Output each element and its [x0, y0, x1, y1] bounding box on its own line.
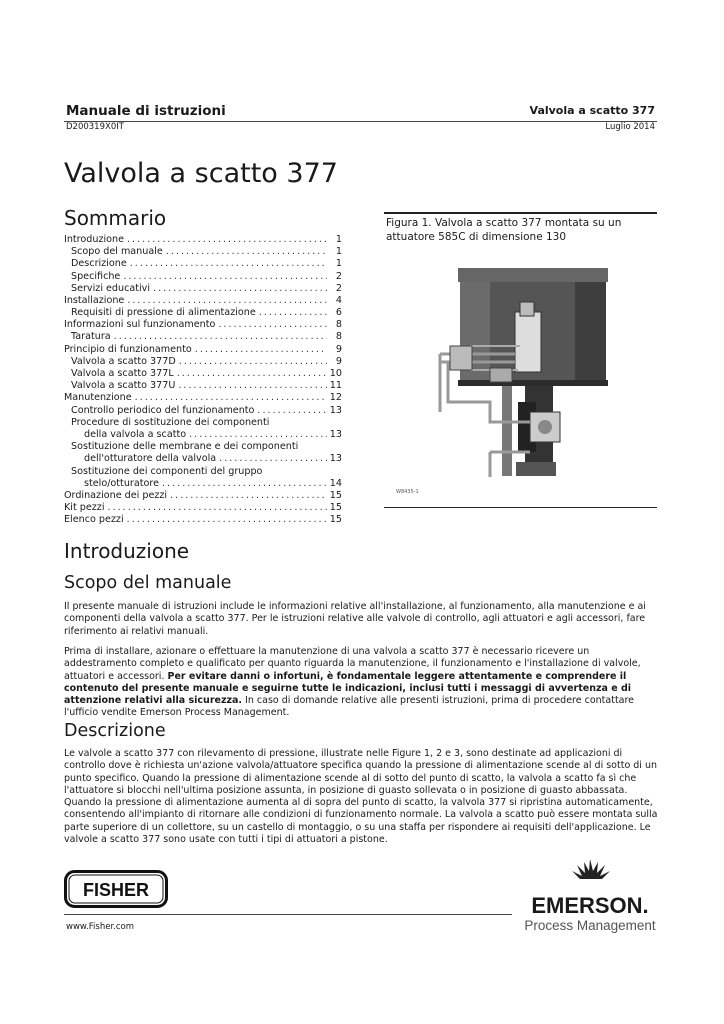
toc-entry-page: 14 — [329, 477, 342, 489]
toc-entry — [64, 380, 342, 392]
figure-top-rule — [384, 212, 657, 214]
toc-entry-page: 8 — [335, 319, 342, 331]
toc-leader-dots — [162, 478, 327, 490]
toc-entry — [64, 514, 342, 526]
toc-entry — [64, 392, 342, 404]
toc-entry-page: 15 — [329, 489, 342, 501]
toc-leader-dots — [108, 502, 327, 514]
toc-entry-label: Introduzione — [64, 234, 124, 245]
footer-rule — [64, 914, 512, 915]
desc-heading: Descrizione — [64, 721, 166, 741]
toc-entry-page: 9 — [335, 343, 342, 355]
toc-entry-label: Descrizione — [71, 258, 127, 270]
toc-entry-page: 15 — [329, 502, 342, 514]
toc-entry-page: 6 — [335, 307, 342, 319]
toc-leader-dots — [114, 332, 327, 344]
toc-entry-label: Requisiti di pressione di alimentazione — [71, 307, 256, 319]
website: www.Fisher.com — [66, 922, 135, 932]
toc-entry-page: 1 — [335, 258, 342, 270]
toc-entry-label: Valvola a scatto 377U — [71, 380, 176, 392]
intro-heading: Introduzione — [64, 539, 190, 563]
scope-p2-warning: Per evitare danni o infortuni, è fondamentale leggere attentamente e comprendere il contenuto del presente manuale e seguirne tutte le indicazioni, inclusi tutti i messaggi di avvertenza e di attenzione relativi alla sicurezza. — [64, 670, 632, 707]
toc-entry-label: Sostituzione dei componenti del gruppo — [71, 465, 263, 477]
toc-entry-label: Scopo del manuale — [71, 246, 163, 258]
toc-leader-dots — [123, 271, 327, 283]
toc-entry — [64, 417, 342, 429]
toc-leader-dots — [178, 380, 326, 392]
toc-entry-label: Informazioni sul funzionamento — [64, 319, 216, 331]
emerson-logo — [520, 857, 660, 937]
toc-entry-label: Principio di funzionamento — [64, 343, 192, 355]
toc-entry-page: 12 — [329, 392, 342, 404]
toc-leader-dots — [219, 453, 327, 465]
fisher-logo-text: FISHER — [82, 880, 150, 900]
table-of-contents — [64, 234, 342, 527]
toc-entry-label: Valvola a scatto 377L — [71, 368, 174, 380]
scope-heading: Scopo del manuale — [64, 573, 232, 593]
toc-leader-dots — [195, 344, 327, 356]
doc-number: D200319X0IT — [66, 122, 124, 132]
scope-paragraph-2 — [64, 646, 659, 720]
toc-entry-page: 8 — [335, 331, 342, 343]
toc-leader-dots — [127, 514, 327, 526]
toc-entry-page: 13 — [329, 429, 342, 440]
toc-entry — [64, 441, 342, 453]
toc-entry-label: Sostituzione delle membrane e dei componenti — [71, 441, 299, 453]
toc-leader-dots — [170, 490, 327, 502]
toc-entry-label: Ordinazione dei pezzi — [64, 489, 168, 501]
toc-entry-page: 15 — [329, 514, 342, 526]
toc-entry-label: Servizi educativi — [71, 282, 151, 294]
toc-leader-dots — [135, 392, 327, 404]
header-date: Luglio 2014 — [605, 122, 655, 132]
toc-leader-dots — [257, 405, 326, 417]
page-title: Valvola a scatto 377 — [64, 158, 338, 189]
desc-paragraph: Le valvole a scatto 377 con rilevamento di pressione, illustrate nelle Figure 1, 2 e 3, sono destinate ad applicazioni di controllo dove è richiesta un'azione valvola/attuatore specifica quando la pressione di alimentazione scende al di sotto di un punto specifico. Quando la pressione di alimentazione scende al di sotto del punto di scatto, la valvola a scatto fa sì che l'attuatore si blocchi nell'ultima posizione assunta, in posizione di guasto sollevata o in posizione di guasto abbassata. Quando la pressione di alimentazione aumenta al di sopra del punto di scatto, la valvola 377 si ripristina automaticamente, consentendo all'impianto di ritornare alle condizioni di funzionamento normale. La valvola a scatto può essere montata sulla parte superiore di un collettore, su un castello di montaggio, o su una staffa per rispondere ai requisiti dell'applicazione. Le valvole a scatto 377 sono usate con tutti i tipi di attuatori a pistone. — [64, 748, 658, 846]
manual-title: Manuale di istruzioni — [66, 103, 226, 119]
emerson-logo-text: EMERSON. — [531, 893, 649, 918]
toc-entry-label: dell'otturatore della valvola — [84, 453, 217, 465]
toc-entry-label: Procedure di sostituzione dei componenti — [71, 416, 270, 428]
toc-entry-label: Valvola a scatto 377D — [71, 355, 176, 367]
toc-entry — [64, 453, 342, 465]
toc-leader-dots — [218, 319, 327, 331]
trip-valve-figure — [430, 262, 620, 492]
toc-heading: Sommario — [64, 206, 167, 230]
scope-p2-contact: In caso di domande relative alle presenti istruzioni, prima di procedere contattare l'ufficio vendite Emerson Process Management. — [64, 695, 635, 719]
toc-leader-dots — [189, 429, 327, 441]
toc-entry — [64, 283, 342, 295]
toc-entry — [64, 429, 342, 441]
toc-entry — [64, 405, 342, 417]
toc-entry-label: Taratura — [71, 331, 111, 343]
toc-entry — [64, 344, 342, 356]
toc-leader-dots — [130, 258, 327, 270]
toc-leader-dots — [259, 307, 327, 319]
toc-entry-page: 2 — [335, 270, 342, 282]
toc-entry — [64, 368, 342, 380]
toc-entry — [64, 466, 342, 478]
toc-entry-label: stelo/otturatore — [84, 477, 159, 489]
header-product: Valvola a scatto 377 — [529, 104, 655, 117]
toc-entry-page: 10 — [329, 368, 342, 380]
toc-entry-label: Installazione — [64, 294, 125, 306]
toc-entry — [64, 502, 342, 514]
fisher-logo — [64, 870, 168, 908]
toc-leader-dots — [177, 368, 327, 380]
toc-entry-page: 4 — [335, 294, 342, 306]
toc-entry — [64, 258, 342, 270]
figure-code: W8435-1 — [396, 489, 419, 495]
toc-entry-page: 1 — [335, 246, 342, 258]
toc-entry-page: 2 — [335, 282, 342, 294]
toc-entry-label: Specifiche — [71, 270, 121, 282]
toc-entry — [64, 271, 342, 283]
toc-entry — [64, 478, 342, 490]
toc-leader-dots — [179, 356, 327, 368]
toc-entry — [64, 356, 342, 368]
toc-entry — [64, 234, 342, 246]
toc-entry-page: 1 — [335, 234, 342, 245]
emerson-logo-subtitle: Process Management — [524, 918, 656, 933]
toc-entry-label: Controllo periodico del funzionamento — [71, 404, 255, 416]
toc-leader-dots — [127, 234, 327, 246]
toc-entry — [64, 332, 342, 344]
toc-entry — [64, 295, 342, 307]
header-rule — [64, 121, 657, 122]
scope-p2-intro: Prima di installare, azionare o effettuare la manutenzione di una valvola a scatto 377 è necessario ricevere un addestramento completo e qualificato per quanto riguarda la manutenzione, il funzionamento e l'installazione di valvole, attuatori e accessori. — [64, 646, 641, 682]
scope-paragraph-1: Il presente manuale di istruzioni include le informazioni relative all'installazione, al funzionamento, alla manutenzione e ai componenti della valvola a scatto 377. Per le istruzioni relative alle valvole di controllo, agli attuatori e agli accessori, fare riferimento ai relativi manuali. — [64, 601, 646, 637]
toc-entry-page: 9 — [335, 355, 342, 367]
toc-entry — [64, 319, 342, 331]
toc-entry-page: 11 — [329, 380, 342, 392]
toc-entry — [64, 490, 342, 502]
toc-leader-dots — [127, 295, 327, 307]
toc-entry-label: Elenco pezzi — [64, 514, 124, 526]
toc-entry-label: della valvola a scatto — [84, 429, 187, 440]
toc-entry — [64, 246, 342, 258]
toc-entry-label: Kit pezzi — [64, 502, 105, 514]
toc-entry-label: Manutenzione — [64, 392, 132, 404]
toc-leader-dots — [153, 283, 327, 295]
figure-caption: Figura 1. Valvola a scatto 377 montata su un attuatore 585C di dimensione 130 — [386, 217, 622, 243]
figure-bottom-rule — [384, 507, 657, 508]
toc-leader-dots — [166, 246, 327, 258]
toc-entry-page: 13 — [329, 404, 342, 416]
toc-entry — [64, 307, 342, 319]
toc-entry-page: 13 — [329, 453, 342, 465]
